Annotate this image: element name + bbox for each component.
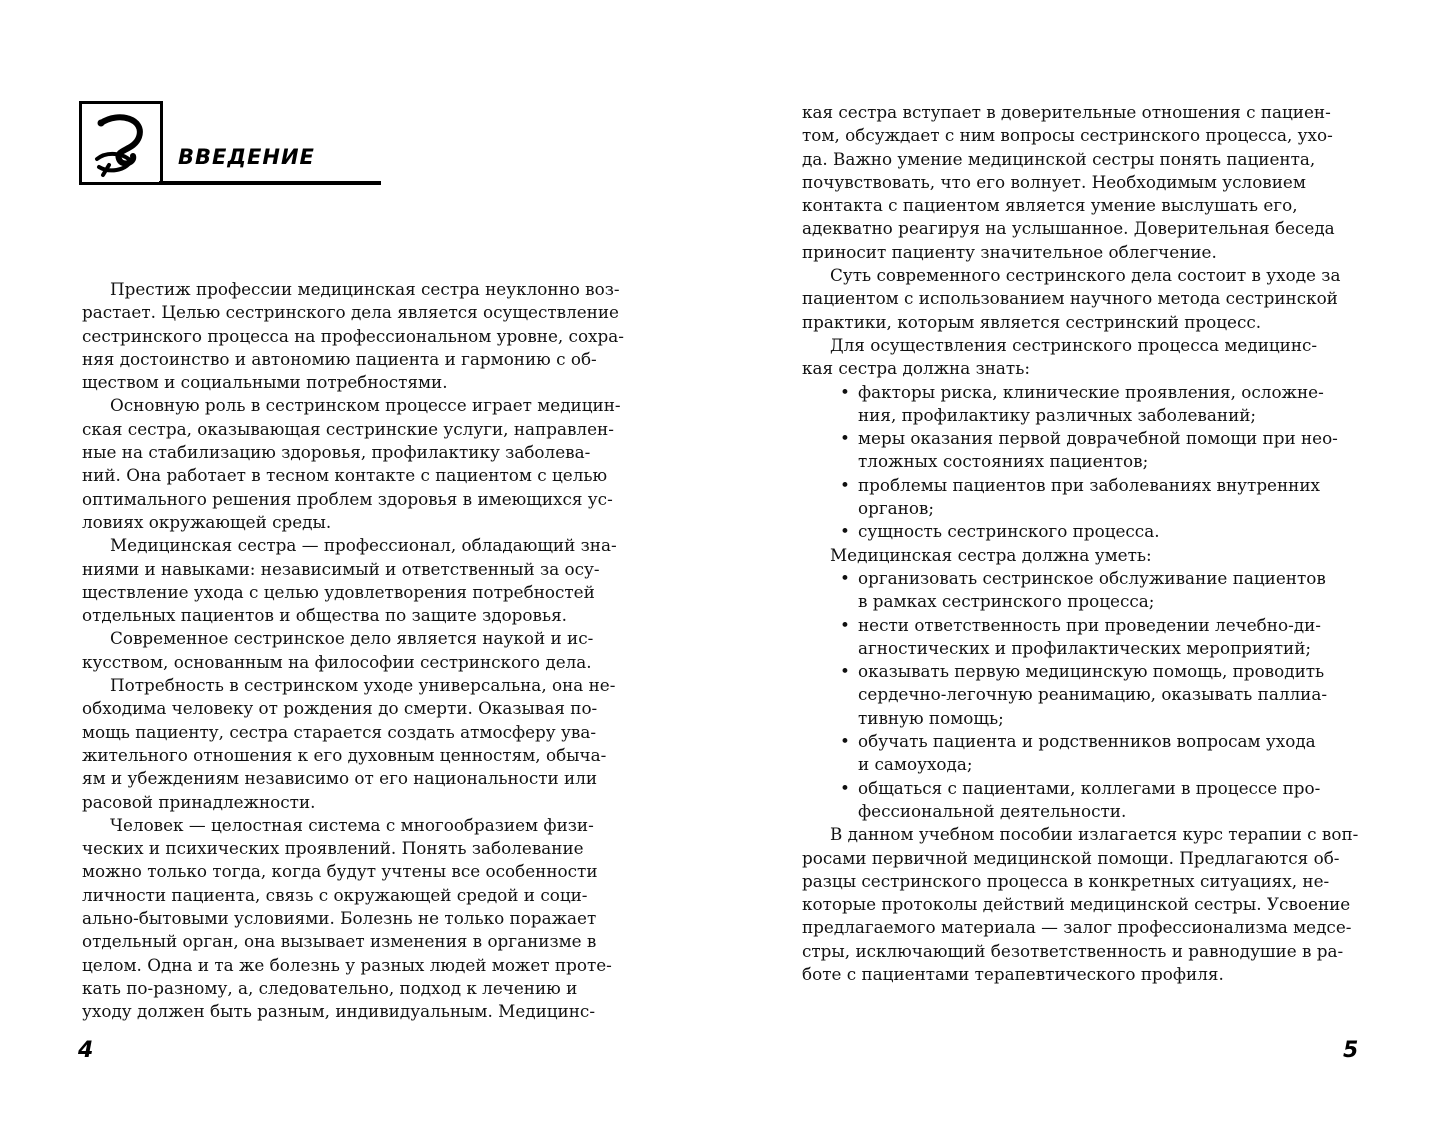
page-number: 4 [78,1038,94,1063]
chapter-title: ВВЕДЕНИЕ [178,145,315,169]
left-body-text [82,278,644,1024]
list-item: • факторы риска, клинические проявления, осложне- ния, профилактику различных заболеваний; [840,381,1324,425]
bullet-icon: • [840,731,850,752]
paragraph-closing: В данном учебном пособии излагается курс терапии с воп- росами первичной медицинской помощи. Предлагаются об- разцы сестринского процесса в конкретных ситуациях, не- которые протоколы действий медицинской сестры. Усвоение предлагаемого материала — залог профессионализма медсе- стры, исключающий безответственность и равнодушие в ра- боте с пациентами терапевтического профиля. [802,824,1359,984]
list-item: • обучать пациента и родственников вопросам ухода и самоухода; [840,731,1316,775]
know-list [802,381,1364,544]
can-list [802,567,1364,823]
list-item: • сущность сестринского процесса. [802,520,1364,543]
right-body-text [802,101,1364,986]
list-item: • проблемы пациентов при заболеваниях внутренних органов; [840,474,1321,519]
bullet-icon: • [840,381,850,402]
paragraph: Престиж профессии медицинская сестра неуклонно воз- растает. Целью сестринского дела является осуществление сестринского процесса на профессиональном уровне, сохра- няя достоинство и автономию пациента и гармонию с об- ществом и социальными потребностями. [82,279,624,393]
paragraph: Современное сестринское дело является наукой и ис- кусством, основанным на философии сестринского дела. [82,628,594,672]
list-item: • нести ответственность при проведении лечебно-ди- агностических и профилактических мероприятий; [840,614,1321,658]
paragraph-continuation: кая сестра вступает в доверительные отношения с пациен- том, обсуждает с ним вопросы сестринского процесса, ухо- да. Важно умение медицинской сестры понять пациента, почувствовать, что его волнует. Необходимым условием контакта с пациентом является умение выслушать его, адекватно реагируя на услышанное. Доверительная беседа приносит пациенту значительное облегчение. [802,102,1335,262]
page-number: 5 [1343,1038,1359,1063]
right-page [722,0,1445,1129]
paragraph: Основную роль в сестринском процессе играет медицин- ская сестра, оказывающая сестринские услуги, направлен- ные на стабилизацию здоровья, профилактику заболева- ний. Она работает в тесном контакте с пациентом с целью оптимального решения проблем здоровья в имеющихся ус- ловиях окружающей среды. [82,395,621,532]
left-page [0,0,722,1129]
paragraph: Потребность в сестринском уходе универсальна, она не- обходима человеку от рождения до смерти. Оказывая по- мощь пациенту, сестра старается создать атмосферу ува- жительного отношения к его духовным ценностям, обыча- ям и убеждениям независимо от его национальности или расовой принадлежности. [82,675,616,812]
paragraph: Суть современного сестринского дела состоит в уходе за пациентом с использованием научного метода сестринской практики, которым является сестринский процесс. [802,265,1341,332]
chapter-header [79,101,315,185]
list-item: • оказывать первую медицинскую помощь, проводить сердечно-легочную реанимацию, оказывать паллиа- тивную помощь; [840,661,1328,728]
bullet-icon: • [840,777,850,798]
bullet-icon: • [840,614,850,635]
snake-caduceus-icon [79,101,163,185]
bullet-icon: • [840,661,850,682]
list-intro-know: Для осуществления сестринского процесса медицинс- кая сестра должна знать: [802,334,1318,379]
paragraph: Медицинская сестра — профессионал, обладающий зна- ниями и навыками: независимый и ответственный за осу- ществление ухода с целью удовлетворения потребностей отдельных пациентов и общества по защите здоровья. [82,535,617,626]
bullet-icon: • [840,428,850,449]
list-item: • общаться с пациентами, коллегами в процессе про- фессиональной деятельности. [840,777,1321,821]
list-item: • меры оказания первой доврачебной помощи при нео- тложных состояниях пациентов; [840,428,1338,472]
bullet-icon: • [840,474,850,495]
header-rule [159,181,381,185]
list-intro-can: Медицинская сестра должна уметь: [830,544,1152,565]
bullet-icon: • [840,521,850,542]
list-item: • организовать сестринское обслуживание пациентов в рамках сестринского процесса; [840,567,1326,612]
paragraph: Человек — целостная система с многообразием физи- ческих и психических проявлений. Понять заболевание можно только тогда, когда будут учтены все особенности личности пациента, связь с окружающей средой и соци- ально-бытовыми условиями. Болезнь не только поражает отдельный орган, она вызывает изменения в организме в целом. Одна и та же болезнь у разных людей может проте- кать по-разному, а, следовательно, подход к лечению и уходу должен быть разным, индивидуальным. Медицинс- [82,814,612,1022]
bullet-icon: • [840,567,850,588]
